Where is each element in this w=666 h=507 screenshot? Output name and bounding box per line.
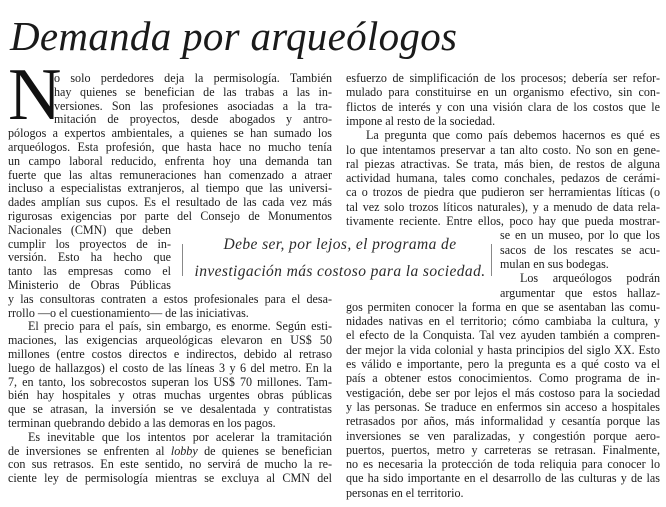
text-line: dades amplían sus cupos. Es el resultado de las cada vez más [8, 195, 332, 210]
text-line: hay quienes se benefician de las trabas a las in- [54, 84, 332, 99]
text-line: de inversiones se enfrenten al lobby de quienes se benefician [8, 443, 332, 458]
pull-quote-divider-left [182, 244, 183, 276]
text-line: impone al resto de la sociedad. [346, 113, 496, 128]
text-line: cumplir los proyectos de in- [8, 236, 171, 251]
text-line: 7, en tanto, los sobrecostos superan los US$ 70 millones. Tam- [8, 374, 332, 389]
text-line: o solo perdedores deja la permisología. También [54, 71, 332, 85]
text-line: retrasados por años, más informalidad y cesantía porque las [346, 414, 660, 429]
text-line: bién hay hospitales y otras muchas urgentes obras públicas [8, 388, 332, 403]
text-line: tal vez solo trozos líticos naturales), y a menudo de data rela- [346, 199, 660, 214]
text-line: el efecto de la Conquista. Tal vez ayuden también a compren- [346, 328, 660, 343]
text-line: versión. Esto ha hecho que [8, 250, 171, 265]
text-line: nidades nativas en el territorio; cómo cambiaba la cultura, y [346, 314, 660, 329]
text-line: mulan en sus bodegas. [500, 256, 609, 271]
text-line: La pregunta que como país debemos hacernos es qué es [366, 128, 660, 143]
text-line: pólogos a expertos ambientales, a quienes se han sumado los [8, 126, 332, 141]
text-line: se en un museo, por lo que los [500, 228, 660, 243]
text-line: fuerte que las altas remuneraciones han comenzado a atraer [8, 167, 332, 182]
text-line: lo que intentamos preservar a tan alto costo. No son en gene- [346, 142, 660, 157]
text-line: esfuerzo de simplificación de los procesos; debería ser refor- [346, 71, 660, 85]
text-line: versiones. Son las profesiones asociadas a la tra- [54, 98, 332, 113]
text-line: luego de hallazgos) el costo de las líneas 3 y 6 del metro. En la [8, 360, 332, 375]
text-line: y las consultoras contraten a estos profesionales para el desa- [8, 291, 332, 306]
text-line: sacos de los rescates se acu- [500, 242, 660, 257]
text-line: gos permiten conocer la forma en que se asentaban las comu- [346, 299, 660, 314]
text-line: que se atrasan, la inversión se ve desalentada y contratistas [8, 402, 332, 417]
text-line: arqueólogos. Esta profesión, que hasta hace no mucho tenía [8, 140, 332, 154]
text-line: que ha sido importante en el desarrollo de las culturas y de las [346, 471, 660, 486]
emphasis-word: lobby [170, 443, 198, 458]
text-line: ral piezas atractivas. Se trata, más bien, de restos de alguna [346, 156, 660, 171]
text-line: personas en el territorio. [346, 485, 464, 500]
text-line: país a obtener estos conocimientos. Como programa de in- [346, 371, 660, 386]
text-line: argumentar que estos hallaz- [500, 285, 660, 300]
text-line: rrollo —o el cuestionamiento— de las iniciativas. [8, 305, 249, 320]
text-line: millones (entre costos directos e indirectos, debido al retraso [8, 347, 332, 361]
pull-quote-line-1: Debe ser, por lejos, el programa de [223, 236, 457, 253]
text-line: y las personas. Se traduce en enfermos sin acceso a hospitales [346, 399, 660, 414]
text-line: mulado para constituirse en un organismo efectivo, sin con- [346, 85, 660, 100]
text-line: El precio para el país, sin embargo, es enorme. Según esti- [28, 319, 332, 334]
text-line: Ministerio de Obras Públicas [8, 278, 171, 292]
text-line: mitación de proyectos, desde abogados y antro- [54, 112, 332, 127]
text-line: Es inevitable que los intentos por acelerar la tramitación [28, 429, 332, 444]
text-line: rigurosas exigencias por parte del Consejo de Monumentos [8, 209, 332, 223]
text-line: terminan quebrando debido a las demoras en los pagos. [8, 416, 276, 430]
text-line: actividad humana, tales como conchales, pedazos de cerámi- [346, 171, 660, 186]
text-line: Nacionales (CMN) que deben [8, 222, 171, 237]
text-line: puertos, puertos, metro y carreteras se retrasan. Finalmente, [346, 442, 660, 457]
pull-quote-divider-right [491, 244, 492, 276]
text-line: un campo laboral reducido, enfrenta hoy una demanda tan [8, 153, 332, 168]
text-line: vestigación, debe ser por lejos el más costoso para la sociedad [346, 385, 660, 400]
text-line: der mejor la vida colonial y hasta principios del siglo XX. Esto [346, 342, 660, 357]
text-line: inversiones se ven paralizadas, y congestión porque aero- [346, 428, 660, 443]
text-line: incluso a especialistas extranjeros, al tiempo que las universi- [8, 181, 332, 196]
text-line: tanto las empresas como el [8, 264, 171, 279]
text-line: no es necesaria la protección de toda reliquia para conocer lo [346, 457, 660, 472]
text-line: tivamente reciente. Entre ellos, poco hay que pueda mostrar- [346, 214, 660, 228]
drop-cap: N [8, 54, 62, 136]
text-line: maciones, las exigencias arqueológicas elevaron en US$ 50 [8, 333, 332, 348]
pull-quote-line-2: investigación más costoso para la sociedad. [194, 263, 486, 280]
text-line: ca o trozos de piedra que pudieron ser herramientas líticas (o [346, 185, 660, 200]
article-title: Demanda por arqueólogos [10, 13, 458, 59]
text-line: Los arqueólogos podrán [520, 271, 660, 286]
text-line: es válido e importante, pero la pregunta es a qué costo va el [346, 357, 660, 371]
text-line: con sus retrasos. En este sentido, no servirá de mucho la re- [8, 457, 332, 472]
text-line: flictos de interés y con una visión clara de los costos que le [346, 99, 660, 114]
text-line: ciente ley de permisología mientras se excluya al CMN del [8, 471, 332, 486]
